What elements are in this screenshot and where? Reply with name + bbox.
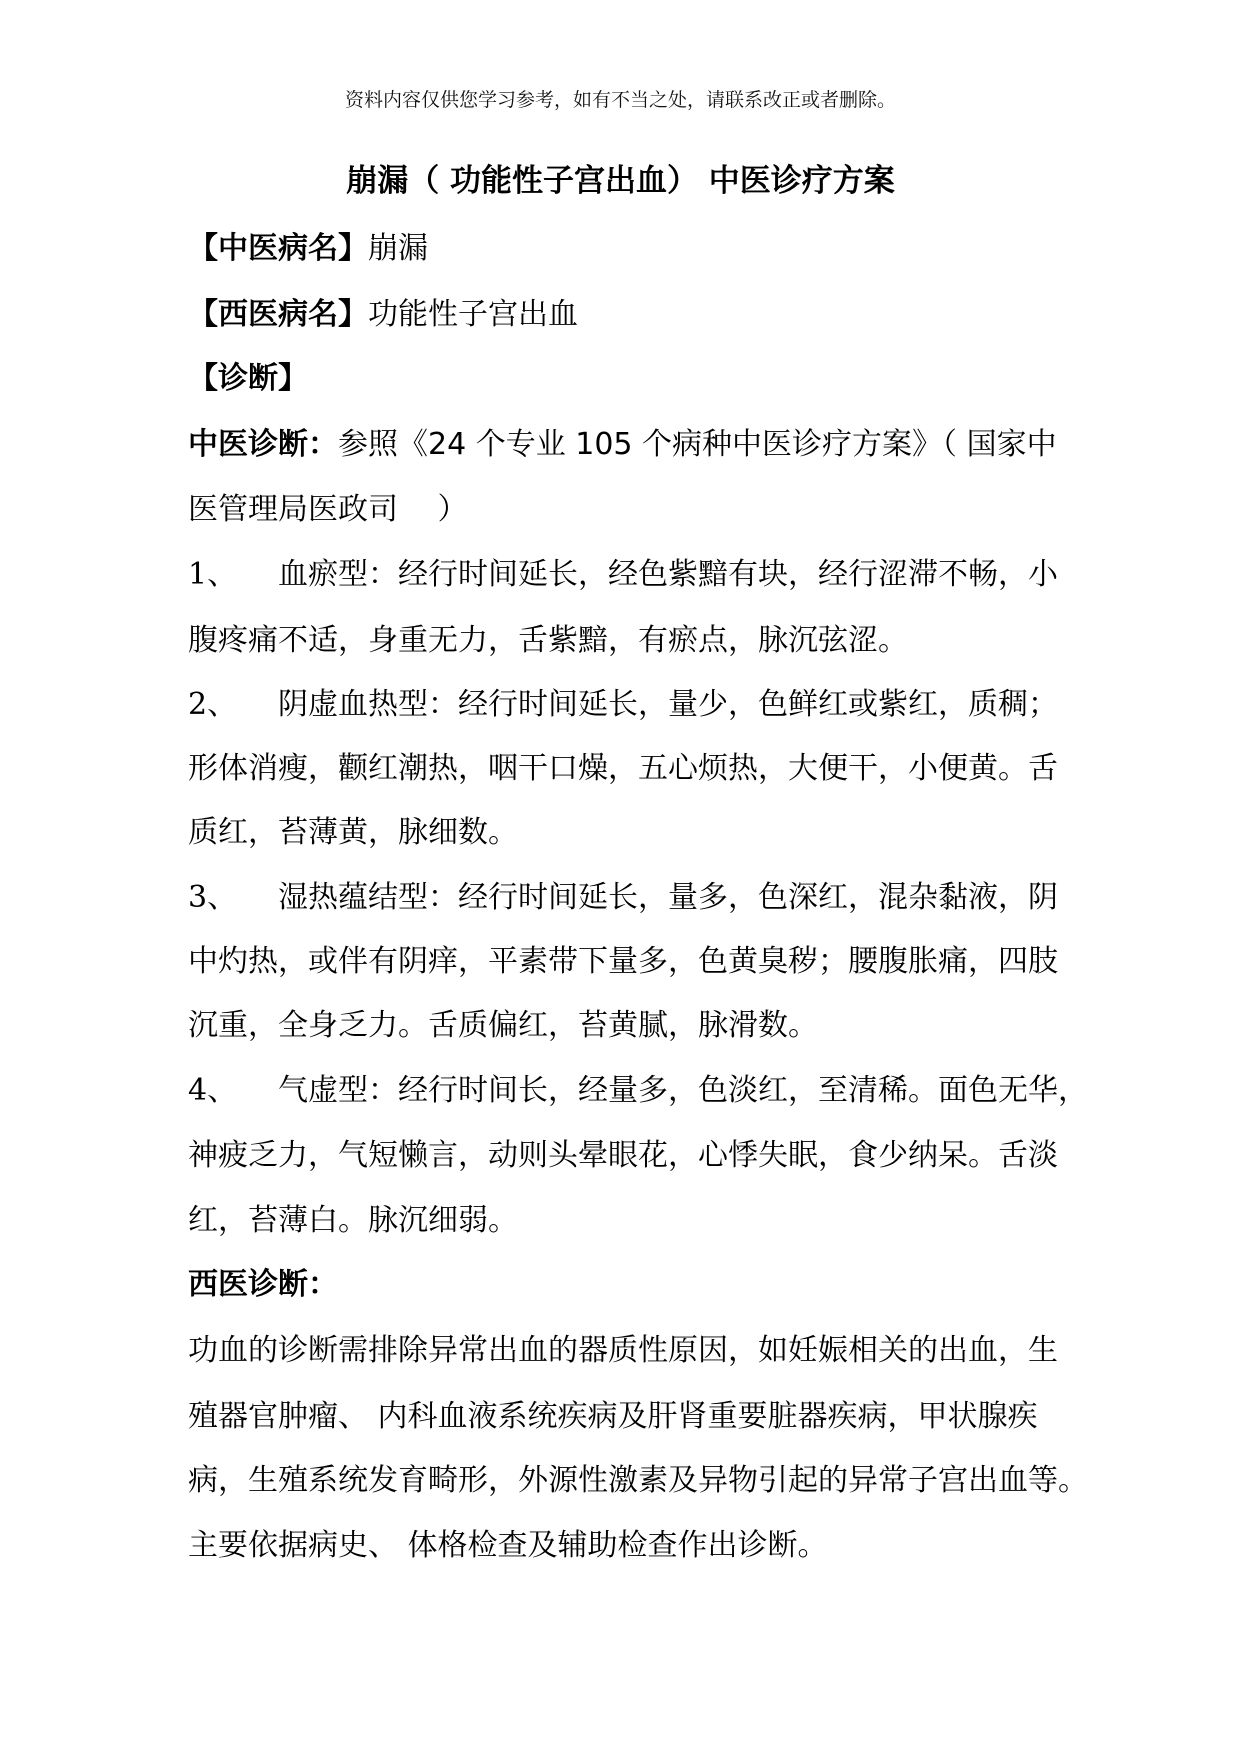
type-3-line-2: 中灼热，或伴有阴痒，平素带下量多，色黄臭秽；腰腹胀痛，四肢: [188, 944, 1058, 979]
type-2-text: 阴虚血热型：经行时间延长，量少，色鲜红或紫红，质稠；: [278, 687, 1058, 722]
wm-name-line: [188, 294, 1088, 336]
document-title: 崩漏（ 功能性子宫出血） 中医诊疗方案: [346, 163, 895, 199]
type-2-number: 2、: [188, 687, 238, 722]
wm-diagnosis-line-1: 功血的诊断需排除异常出血的器质性原因，如妊娠相关的出血，生: [188, 1333, 1058, 1368]
tcm-diagnosis-line-2: 医管理局医政司 ）: [188, 492, 468, 527]
tcm-diagnosis-label: 中医诊断：: [188, 427, 338, 462]
tcm-name-value: 崩漏: [368, 231, 428, 266]
type-4-text: 气虚型：经行时间长，经量多，色淡红，至清稀。面色无华，: [278, 1073, 1088, 1108]
wm-diagnosis-label: 西医诊断：: [188, 1267, 338, 1302]
type-4-number: 4、: [188, 1073, 238, 1108]
wm-name-label: 【西医病名】: [188, 297, 368, 332]
type-2-line-3: 质红，苔薄黄，脉细数。: [188, 815, 518, 850]
wm-diagnosis-line-2: 殖器官肿瘤、 内科血液系统疾病及肝肾重要脏器疾病，甲状腺疾: [188, 1399, 1038, 1434]
diagnosis-heading: 【诊断】: [188, 361, 308, 396]
type-4-line-3: 红，苔薄白。脉沉细弱。: [188, 1203, 518, 1238]
type-3-text: 湿热蕴结型：经行时间延长，量多，色深红，混杂黏液，阴: [278, 880, 1058, 915]
type-3-line-3: 沉重，全身乏力。舌质偏红，苔黄腻，脉滑数。: [188, 1008, 818, 1043]
type-4-line-1: [188, 1070, 1088, 1112]
type-1-line-1: [188, 554, 1088, 596]
type-3-line-1: [188, 877, 1088, 919]
type-2-line-2: 形体消瘦，颧红潮热，咽干口燥，五心烦热，大便干，小便黄。舌: [188, 751, 1058, 786]
type-2-line-1: [188, 684, 1088, 726]
tcm-diagnosis-line-1: [188, 424, 1088, 466]
wm-diagnosis-line-4: 主要依据病史、 体格检查及辅助检查作出诊断。: [188, 1528, 828, 1563]
wm-diagnosis-line-3: 病，生殖系统发育畸形，外源性激素及异物引起的异常子宫出血等。: [188, 1463, 1088, 1498]
type-1-text: 血瘀型：经行时间延长，经色紫黯有块，经行涩滞不畅，小: [278, 557, 1058, 592]
tcm-name-line: [188, 228, 1088, 270]
type-1-number: 1、: [188, 557, 238, 592]
type-3-number: 3、: [188, 880, 238, 915]
wm-name-value: 功能性子宫出血: [368, 297, 578, 332]
type-4-line-2: 神疲乏力，气短懒言，动则头晕眼花，心悸失眠，食少纳呆。舌淡: [188, 1138, 1058, 1173]
tcm-diagnosis-text: 参照《24 个专业 105 个病种中医诊疗方案》（ 国家中: [338, 427, 1057, 462]
tcm-name-label: 【中医病名】: [188, 231, 368, 266]
disclaimer-header: 资料内容仅供您学习参考，如有不当之处，请联系改正或者删除。: [344, 89, 896, 111]
type-1-line-2: 腹疼痛不适，身重无力，舌紫黯，有瘀点，脉沉弦涩。: [188, 623, 908, 658]
